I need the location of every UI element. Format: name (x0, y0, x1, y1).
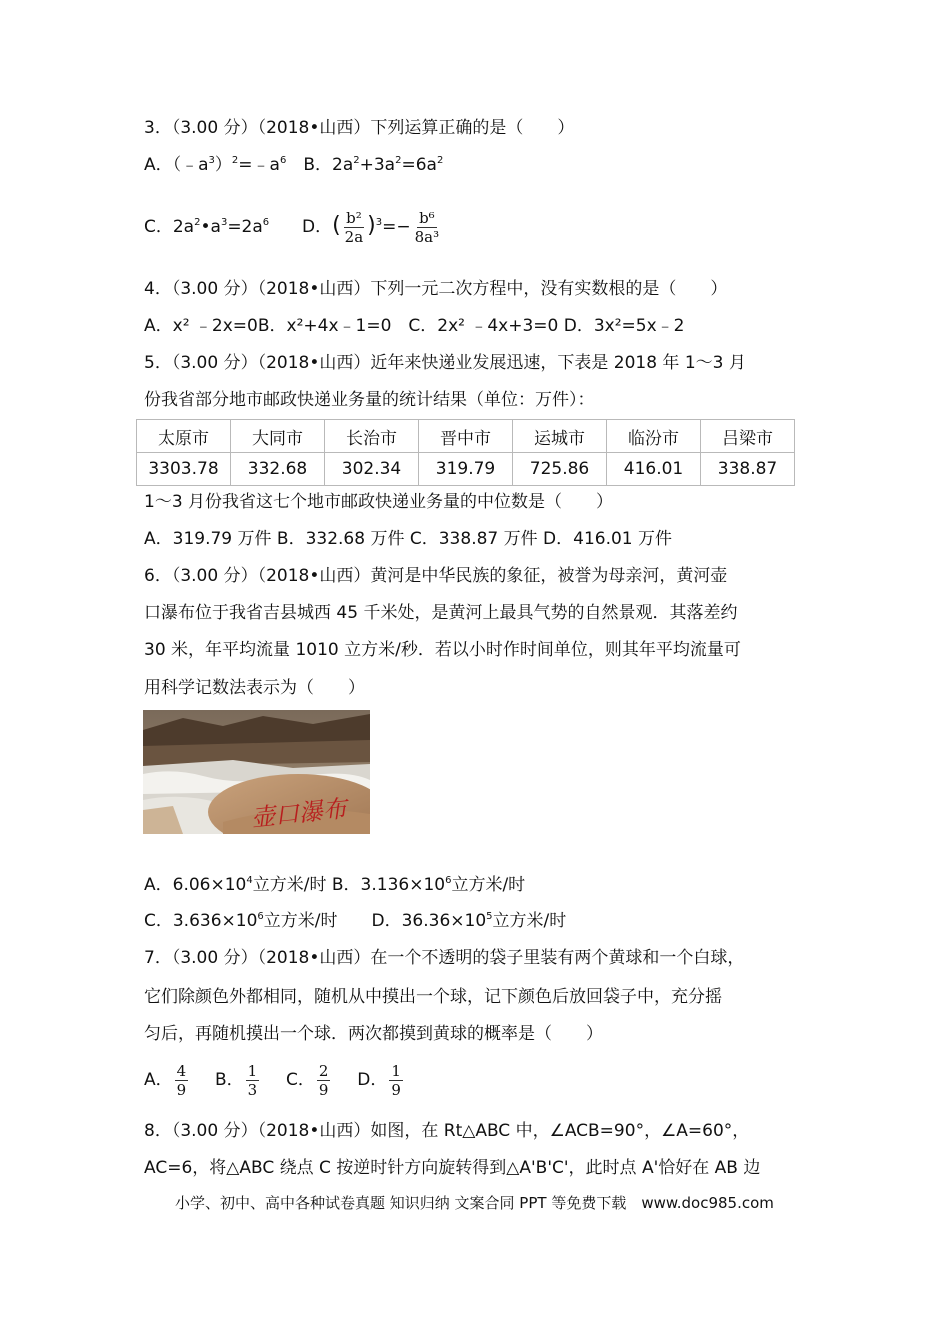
q5-stem-line1: 5．（3.00 分）（2018•山西）近年来快递业发展迅速，下表是 2018 年 1～3 月 (144, 353, 746, 373)
q6-options-ab: A．$6.06\times 10^4$立方米/时 B．$3.136\times 10^6$立方米/时 (144, 875, 526, 895)
carved-inscription: 壶口瀑布 (249, 794, 349, 833)
page-footer: 小学、初中、高中各种试卷真题 知识归纳 文案合同 PPT 等免费下载 www.doc985.com (175, 1194, 774, 1212)
q3-options-cd (144, 200, 443, 253)
q3-stem: 3．（3.00 分）（2018•山西）下列运算正确的是（ ） (144, 118, 575, 138)
q7-option-b: B． $\frac{1}{3}$ (215, 1061, 258, 1099)
table-header-cell: 临汾市 (607, 420, 701, 453)
q7-options (144, 1060, 405, 1100)
table-header-row (137, 420, 795, 453)
express-volume-table (136, 419, 795, 486)
table-header-cell: 长治市 (325, 420, 419, 453)
q7-option-a: A． $\frac{4}{9}$ (144, 1061, 187, 1099)
q3-option-c: C．$2a^2•a^3=2a^6$ (144, 217, 270, 237)
table-row (137, 453, 795, 486)
q4-options: A．x² ﹣2x=0B．x²+4x﹣1=0 C．2x² ﹣4x+3=0 D．3x²=5x﹣2 (144, 316, 685, 336)
q3-option-d: D．( $\frac{\text{b²}}{2a}$ )$^3$=− $\frac{\text{b⁶}}{\text{8a³}}$ (301, 208, 440, 246)
table-cell: 319.79 (419, 453, 513, 486)
table-cell: 332.68 (231, 453, 325, 486)
q4-stem: 4．（3.00 分）（2018•山西）下列一元二次方程中，没有实数根的是（ ） (144, 279, 728, 299)
q6-stem-line3: 30 米，年平均流量 1010 立方米/秒．若以小时作时间单位，则其年平均流量可 (144, 640, 741, 660)
q6-stem-line4: 用科学记数法表示为（ ） (144, 678, 365, 698)
q6-options-cd: C．$3.636\times 10^6$立方米/时 D．$36.36\times 10^5$立方米/时 (144, 911, 567, 931)
table-cell: 3303.78 (137, 453, 231, 486)
q5-stem-line2: 份我省部分地市邮政快递业务量的统计结果（单位：万件）： (144, 390, 595, 410)
q7-stem-line3: 匀后，再随机摸出一个球．两次都摸到黄球的概率是（ ） (144, 1024, 603, 1044)
q7-stem-line2: 它们除颜色外都相同，随机从中摸出一个球，记下颜色后放回袋子中，充分摇 (144, 987, 722, 1007)
fraction-b6-over-8a3: $\frac{\text{b⁶}}{\text{8a³}}$ (414, 208, 440, 246)
q7-option-d: D． $\frac{1}{9}$ (357, 1061, 401, 1099)
q7-option-c: C． $\frac{2}{9}$ (286, 1061, 329, 1099)
q6-stem-line1: 6．（3.00 分）（2018•山西）黄河是中华民族的象征，被誉为母亲河，黄河壶 (144, 566, 728, 586)
table-cell: 416.01 (607, 453, 701, 486)
q8-stem-line2: AC=6，将△ABC 绕点 C 按逆时针方向旋转得到△A'B'C'，此时点 A'恰好在 AB 边 (144, 1158, 761, 1178)
fraction-b2-over-2a: $\frac{\text{b²}}{2a}$ (344, 208, 364, 246)
table-header-cell: 太原市 (137, 420, 231, 453)
table-header-cell: 晋中市 (419, 420, 513, 453)
table-cell: 725.86 (513, 453, 607, 486)
table-header-cell: 吕梁市 (701, 420, 795, 453)
q7-stem-line1: 7．（3.00 分）（2018•山西）在一个不透明的袋子里装有两个黄球和一个白球， (144, 948, 745, 968)
table-header-cell: 运城市 (513, 420, 607, 453)
table-cell: 302.34 (325, 453, 419, 486)
q5-question: 1～3 月份我省这七个地市邮政快递业务量的中位数是（ ） (144, 492, 614, 512)
q3-options-ab: A．$(﹣a^3)^2=﹣a^6$ B．$2a^2+3a^2=6a^2$ (144, 155, 444, 175)
hukou-waterfall-photo (143, 710, 370, 834)
q5-options: A．319.79 万件 B．332.68 万件 C．338.87 万件 D．416.01 万件 (144, 529, 673, 549)
q6-stem-line2: 口瀑布位于我省吉县城西 45 千米处，是黄河上最具气势的自然景观．其落差约 (144, 603, 738, 623)
q8-stem-line1: 8．（3.00 分）（2018•山西）如图，在 Rt△ABC 中，∠ACB=90°，∠A=60°， (144, 1121, 750, 1141)
table-cell: 338.87 (701, 453, 795, 486)
table-header-cell: 大同市 (231, 420, 325, 453)
